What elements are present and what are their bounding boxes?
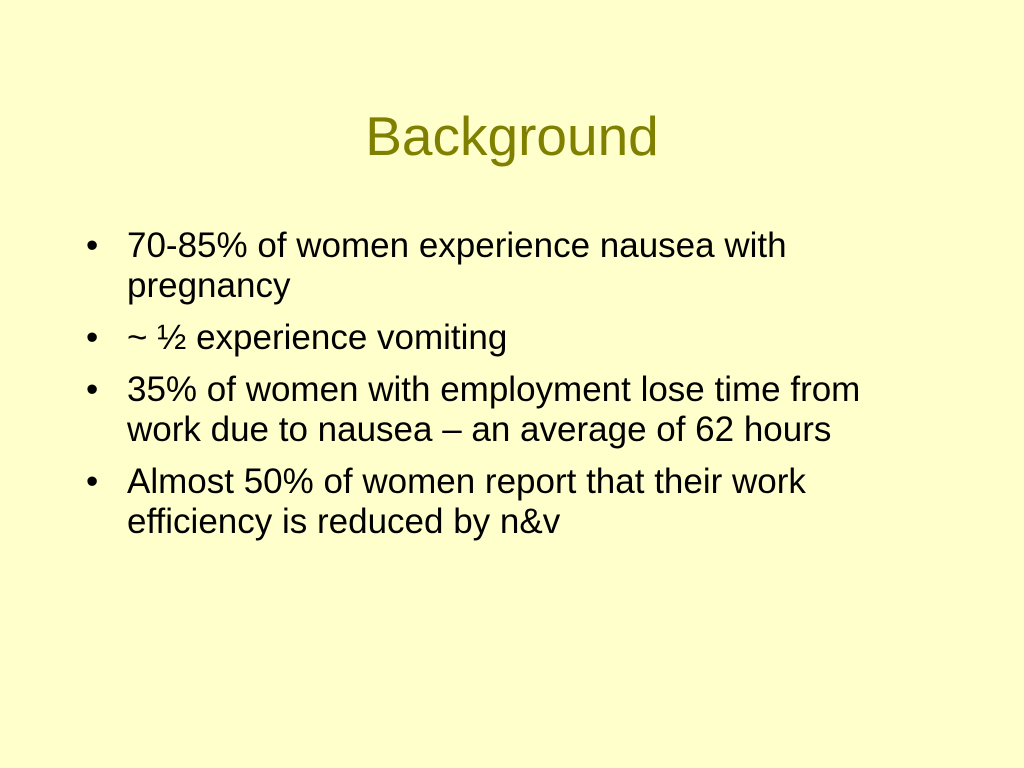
bullet-dot-icon: • bbox=[86, 318, 99, 357]
bullet-dot-icon: • bbox=[86, 370, 99, 409]
bullet-text: Almost 50% of women report that their work efficiency is reduced by n&v bbox=[127, 462, 806, 541]
bullet-text: 70-85% of women experience nausea with pregnancy bbox=[127, 226, 787, 305]
bullet-list bbox=[86, 226, 916, 554]
bullet-dot-icon: • bbox=[86, 226, 99, 265]
bullet-item bbox=[86, 226, 916, 306]
bullet-item bbox=[86, 318, 916, 358]
bullet-dot-icon: • bbox=[86, 462, 99, 501]
bullet-text: 35% of women with employment lose time from work due to nausea – an average of 62 hours bbox=[127, 370, 861, 449]
bullet-text: ~ ½ experience vomiting bbox=[127, 318, 508, 357]
bullet-item bbox=[86, 370, 916, 450]
bullet-item bbox=[86, 462, 916, 542]
slide-title: Background bbox=[365, 105, 659, 167]
